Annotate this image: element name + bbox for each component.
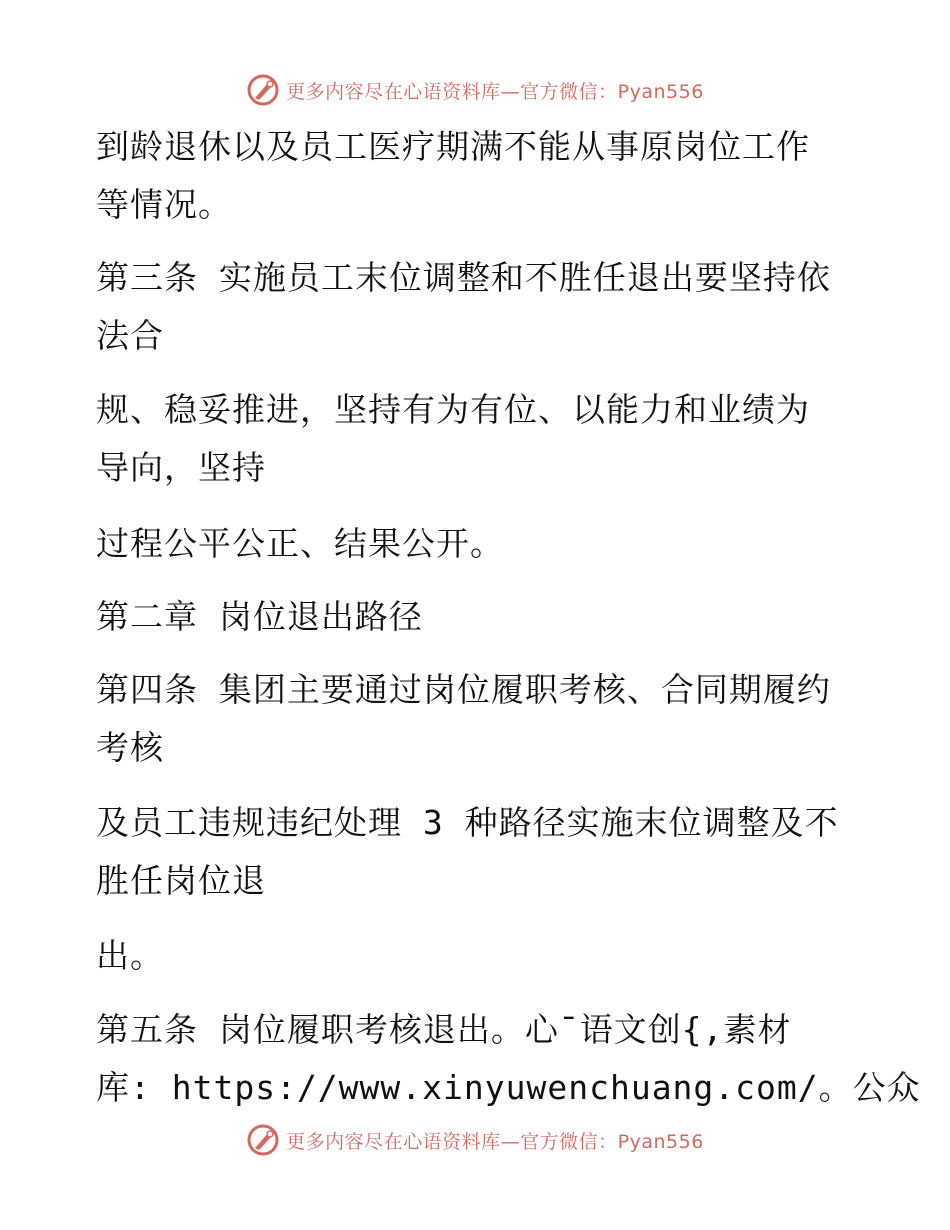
text-line: 考核 xyxy=(96,728,164,767)
text-line: 导向，坚持 xyxy=(96,448,266,487)
text-line: 第三条 实施员工末位调整和不胜任退出要坚持依 xyxy=(96,258,831,297)
text-line: 出。 xyxy=(96,936,164,975)
watermark-text: 更多内容尽在心语资料库—官方微信：Pyan556 xyxy=(286,1130,704,1153)
text-line: 规、稳妥推进，坚持有为有位、以能力和业绩为 xyxy=(96,390,810,429)
watermark-text: 更多内容尽在心语资料库—官方微信：Pyan556 xyxy=(286,80,704,103)
pen-seal-icon xyxy=(246,73,280,107)
text-line: 等情况。 xyxy=(96,185,232,224)
text-line: 法合 xyxy=(96,316,164,355)
text-line: 过程公平公正、结果公开。 xyxy=(96,524,504,563)
text-line: 第四条 集团主要通过岗位履职考核、合同期履约 xyxy=(96,670,831,709)
chapter-heading: 第二章 岗位退出路径 xyxy=(96,597,423,636)
text-line: 库: https://www.xinyuwenchuang.com/。公众 xyxy=(96,1068,921,1107)
footer-watermark xyxy=(0,1120,950,1160)
pen-seal-icon xyxy=(246,1123,280,1157)
header-watermark xyxy=(0,70,950,110)
text-line: 到龄退休以及员工医疗期满不能从事原岗位工作 xyxy=(96,127,810,166)
text-line: 及员工违规违纪处理 3 种路径实施末位调整及不 xyxy=(96,803,839,842)
text-line: 胜任岗位退 xyxy=(96,861,266,900)
text-line: 第五条 岗位履职考核退出。心¯语文创{,素材 xyxy=(96,1010,792,1049)
